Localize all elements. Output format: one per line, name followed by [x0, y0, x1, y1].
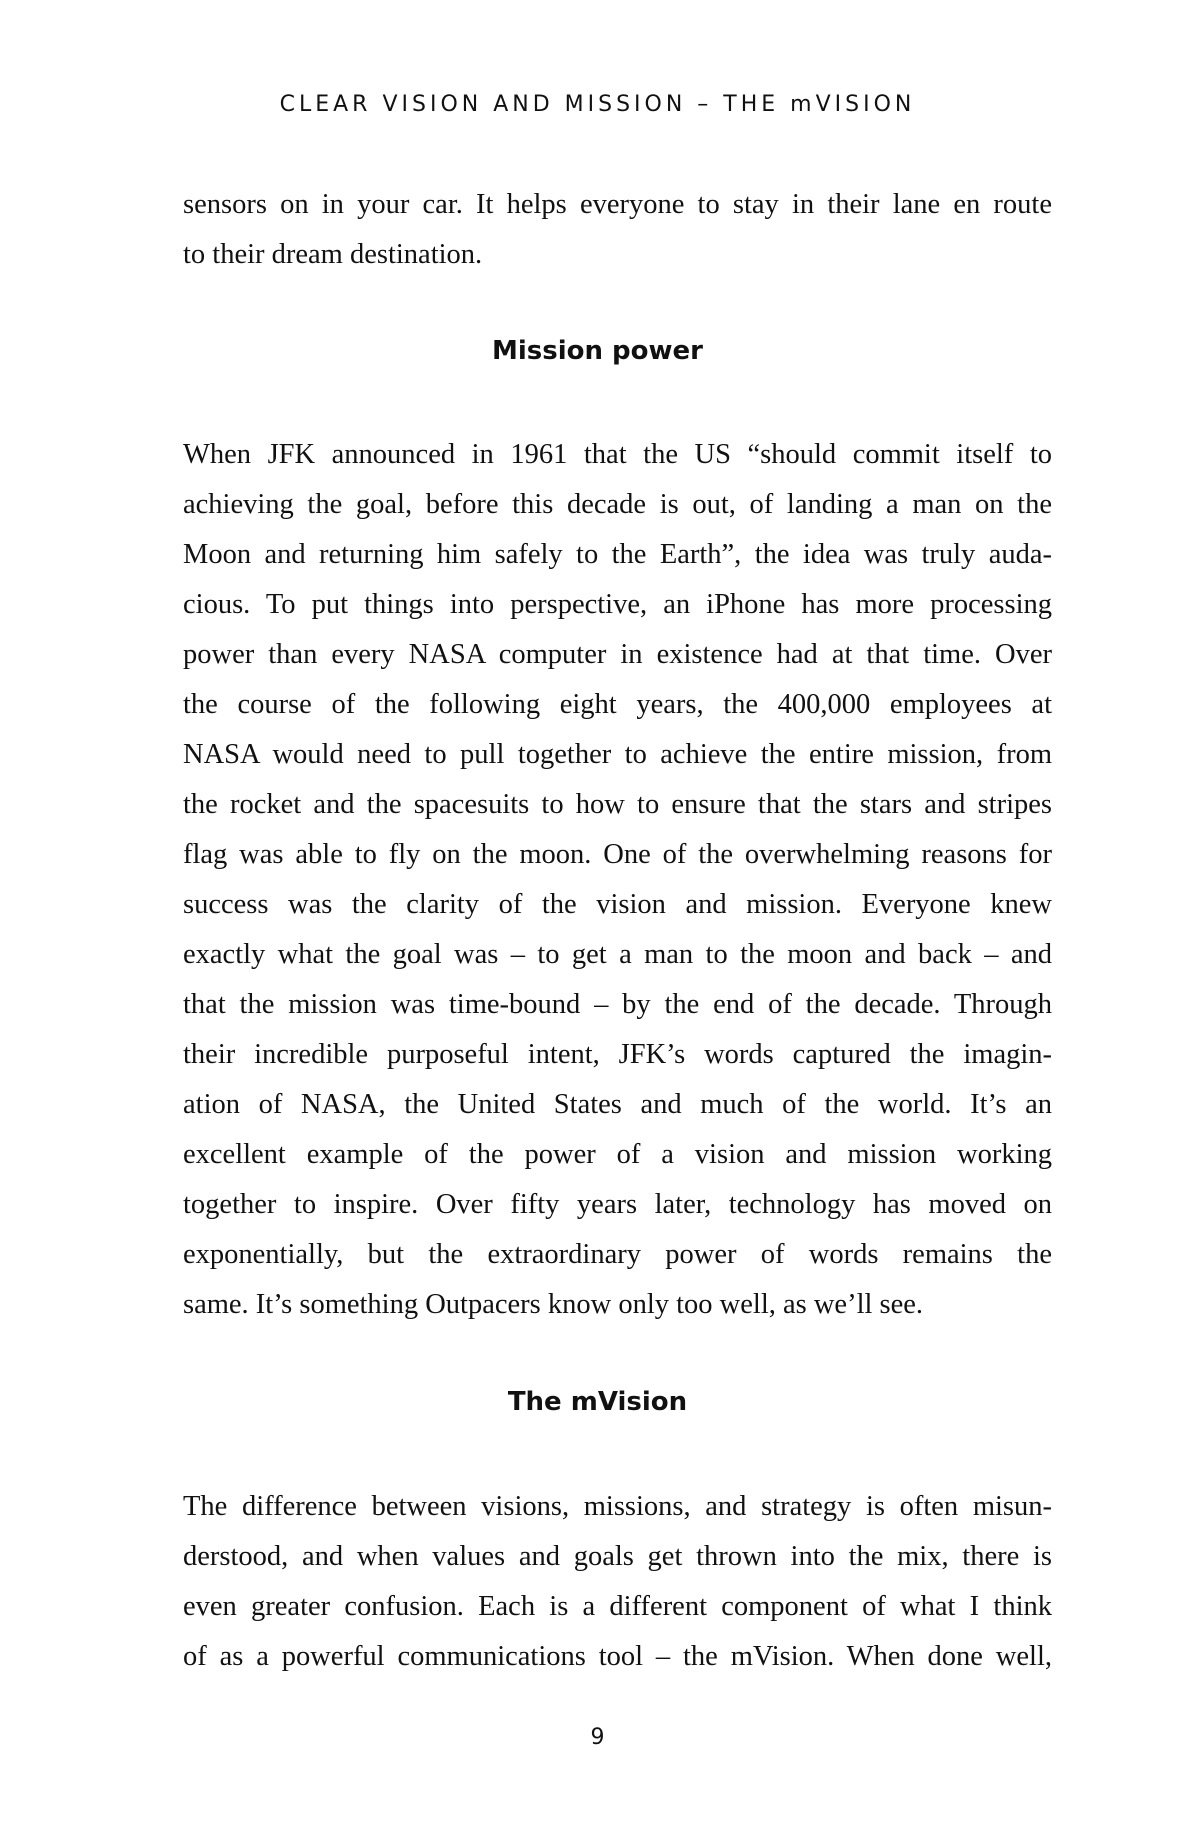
text-line: success was the clarity of the vision and mission. Everyone knew	[183, 889, 1052, 920]
text-line: the course of the following eight years, the 400,000 employees at	[183, 689, 1052, 720]
text-line: excellent example of the power of a vision and mission working	[183, 1139, 1052, 1170]
text-line: their incredible purposeful intent, JFK’s words captured the imagin-	[183, 1039, 1052, 1070]
text-line: achieving the goal, before this decade is out, of landing a man on the	[183, 489, 1052, 520]
text-line: ation of NASA, the United States and much of the world. It’s an	[183, 1089, 1052, 1120]
text-line: power than every NASA computer in existence had at that time. Over	[183, 639, 1052, 670]
text-line: that the mission was time-bound – by the end of the decade. Through	[183, 989, 1052, 1020]
section-heading-mvision: The mVision	[507, 1387, 688, 1417]
text-line: exactly what the goal was – to get a man to the moon and back – and	[183, 939, 1052, 970]
section-heading-mission-power: Mission power	[491, 336, 704, 366]
text-line: cious. To put things into perspective, an iPhone has more processing	[183, 589, 1052, 620]
text-line: even greater confusion. Each is a different component of what I think	[183, 1591, 1052, 1622]
text-line: sensors on in your car. It helps everyone to stay in their lane en route	[183, 189, 1052, 220]
text-line: exponentially, but the extraordinary power of words remains the	[183, 1239, 1052, 1270]
running-head: CLEAR VISION AND MISSION – THE mVISION	[279, 92, 916, 117]
text-line: of as a powerful communications tool – the mVision. When done well,	[183, 1641, 1052, 1672]
paragraph-mvision	[183, 1482, 1052, 1682]
text-line: to their dream destination.	[183, 239, 483, 270]
text-line: together to inspire. Over fifty years later, technology has moved on	[183, 1189, 1052, 1220]
page-number: 9	[590, 1725, 605, 1750]
text-line: Moon and returning him safely to the Earth”, the idea was truly auda-	[183, 539, 1052, 570]
text-line: derstood, and when values and goals get thrown into the mix, there is	[183, 1541, 1052, 1572]
text-line: same. It’s something Outpacers know only too well, as we’ll see.	[183, 1289, 924, 1320]
paragraph-intro	[183, 180, 1052, 280]
text-line: flag was able to fly on the moon. One of the overwhelming reasons for	[183, 839, 1052, 870]
text-line: NASA would need to pull together to achieve the entire mission, from	[183, 739, 1052, 770]
text-line: When JFK announced in 1961 that the US “should commit itself to	[183, 439, 1052, 470]
text-line: The difference between visions, missions, and strategy is often misun-	[183, 1491, 1052, 1522]
text-line: the rocket and the spacesuits to how to ensure that the stars and stripes	[183, 789, 1052, 820]
paragraph-mission-power	[183, 430, 1052, 1330]
